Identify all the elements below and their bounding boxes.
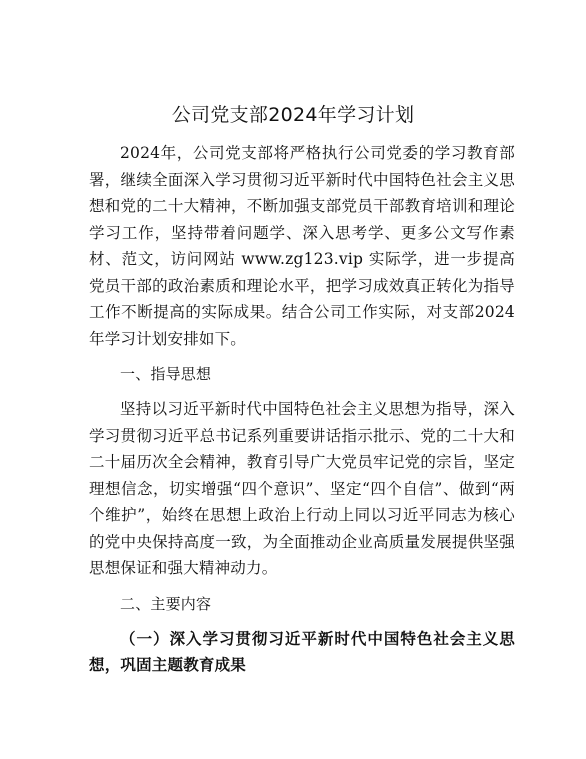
section-heading-main-content: 二、主要内容 [120,594,212,613]
intro-paragraph: 2024年，公司党支部将严格执行公司党委的学习教育部署，继续全面深入学习贯彻习近平新时代中国特色社会主义思想和党的二十大精神，不断加强支部党员干部教育培训和理论学习工作，坚持带着问题学、深入思考学、更多公文写作素材、范文，访问网站 www.zg123.vip 实际学，进一步提高党员干部的政治素质和理论水平，把学习成效真正转化为指导工作不断提高的实际成果。结合公司工作实际，对支部2024年学习计划安排如下。 [89,144,515,348]
guiding-ideology-paragraph: 坚持以习近平新时代中国特色社会主义思想为指导，深入学习贯彻习近平总书记系列重要讲话指示批示、党的二十大和二十届历次全会精神，教育引导广大党员牢记党的宗旨，坚定理想信念，切实增强“四个意识”、坚定“四个自信”、做到“两个维护”，始终在思想上政治上行动上同以习近平同志为核心的党中央保持高度一致，为全面推动企业高质量发展提供坚强思想保证和强大精神动力。 [89,400,515,577]
document-body [89,140,515,679]
subsection-heading-study-thought: （一）深入学习贯彻习近平新时代中国特色社会主义思想，巩固主题教育成果 [89,628,515,674]
section-heading-guiding-ideology: 一、指导思想 [120,365,212,383]
document-title: 公司党支部2024年学习计划 [171,104,415,126]
